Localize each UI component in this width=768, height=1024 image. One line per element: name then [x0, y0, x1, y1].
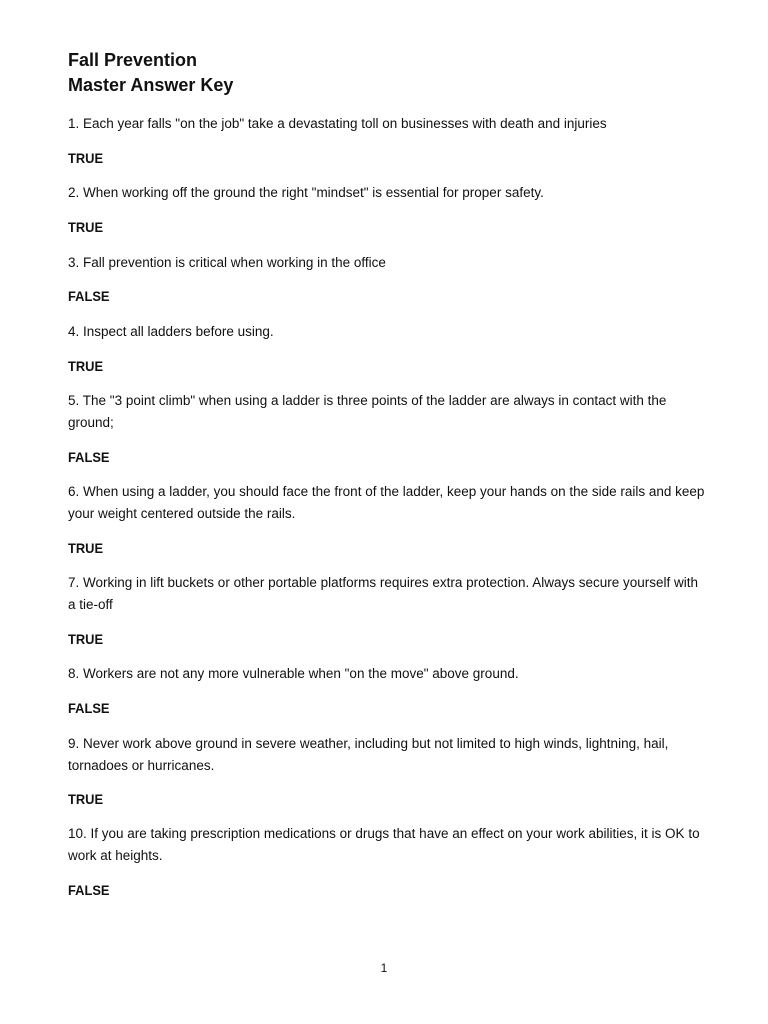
question-4: 4. Inspect all ladders before using.	[68, 324, 274, 339]
answer-3: FALSE	[68, 288, 110, 304]
answer-1: TRUE	[68, 150, 104, 166]
answer-2: TRUE	[68, 219, 104, 235]
answer-6: TRUE	[68, 540, 104, 556]
answer-5: FALSE	[68, 449, 110, 465]
question-1: 1. Each year falls "on the job" take a devastating toll on businesses with death and injuries	[68, 116, 607, 131]
question-7: 7. Working in lift buckets or other portable platforms requires extra protection. Always secure yourself with a tie-off	[68, 575, 699, 612]
question-6: 6. When using a ladder, you should face the front of the ladder, keep your hands on the side rails and keep your weight centered outside the rails.	[68, 484, 705, 521]
answer-9: TRUE	[68, 791, 104, 807]
answer-10: FALSE	[68, 882, 110, 898]
answer-8: FALSE	[68, 700, 110, 716]
document-title	[68, 48, 233, 98]
question-5: 5. The "3 point climb" when using a ladder is three points of the ladder are always in contact with the ground;	[68, 393, 667, 430]
question-2: 2. When working off the ground the right "mindset" is essential for proper safety.	[68, 185, 544, 200]
title-line-1: Fall Prevention	[68, 50, 198, 70]
title-line-2: Master Answer Key	[68, 75, 234, 95]
question-10: 10. If you are taking prescription medications or drugs that have an effect on your work abilities, it is OK to work at heights.	[68, 826, 700, 863]
answer-4: TRUE	[68, 358, 104, 374]
question-3: 3. Fall prevention is critical when working in the office	[68, 255, 386, 270]
question-9: 9. Never work above ground in severe weather, including but not limited to high winds, lightning, hail, tornadoes or hurricanes.	[68, 736, 669, 773]
question-8: 8. Workers are not any more vulnerable when "on the move" above ground.	[68, 666, 519, 681]
page-number: 1	[380, 961, 388, 975]
answer-7: TRUE	[68, 631, 104, 647]
